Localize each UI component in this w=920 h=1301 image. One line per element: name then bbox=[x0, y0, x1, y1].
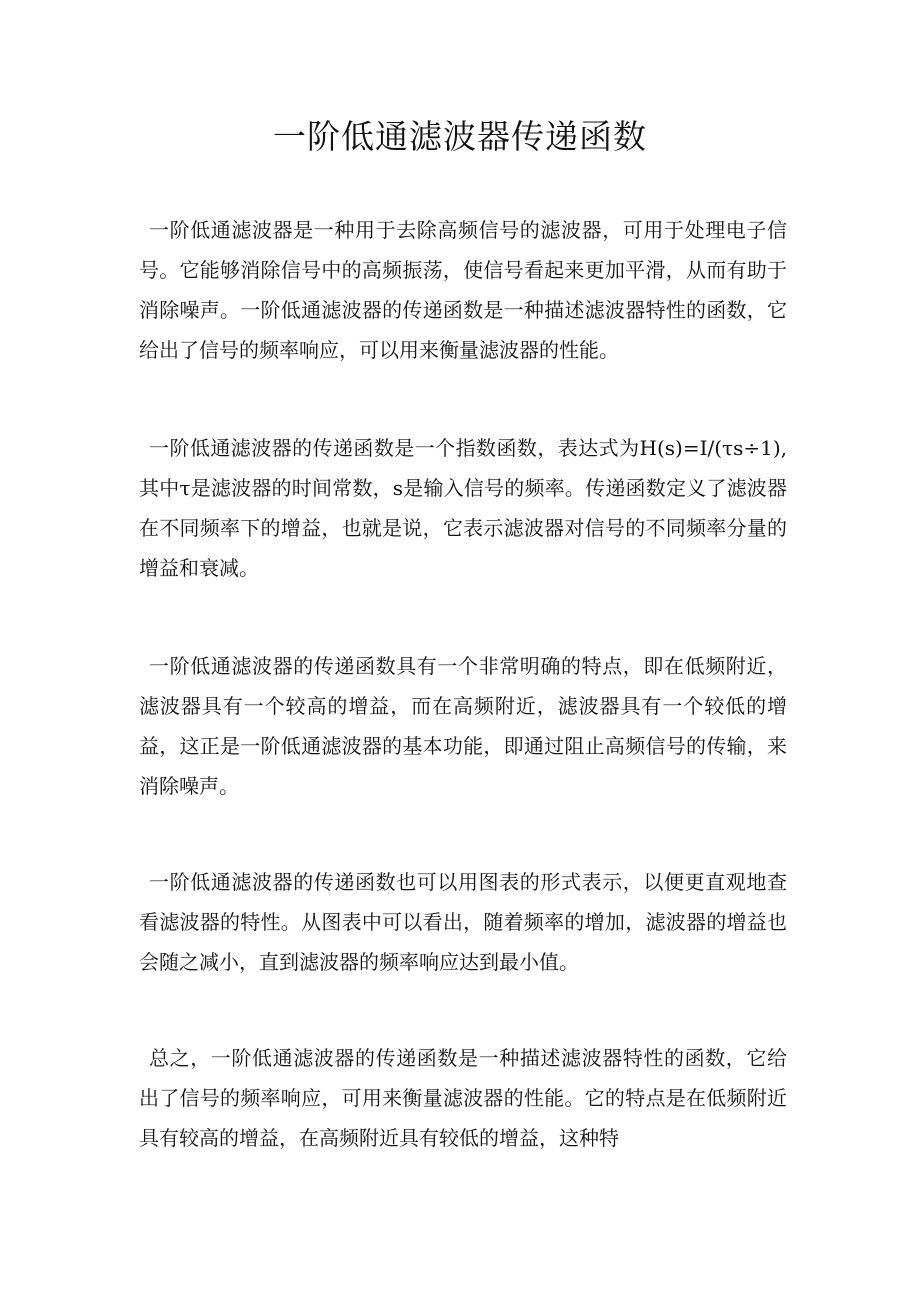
paragraph-intro: 一阶低通滤波器是一种用于去除高频信号的滤波器，可用于处理电子信号。它能够消除信号中的高频振荡，使信号看起来更加平滑，从而有助于消除噪声。一阶低通滤波器的传递函数是一种描述滤波器特性的函数，它给出了信号的频率响应，可以用来衡量滤波器的性能。 bbox=[139, 218, 787, 362]
paragraph-summary: 总之，一阶低通滤波器的传递函数是一种描述滤波器特性的函数，它给出了信号的频率响应，可用来衡量滤波器的性能。它的特点是在低频附近具有较高的增益，在高频附近具有较低的增益，这种特 bbox=[139, 1046, 787, 1150]
paragraph-chart-representation: 一阶低通滤波器的传递函数也可以用图表的形式表示，以便更直观地查看滤波器的特性。从图表中可以看出，随着频率的增加，滤波器的增益也会随之减小，直到滤波器的频率响应达到最小值。 bbox=[139, 870, 787, 974]
page-title: 一阶低通滤波器传递函数 bbox=[273, 117, 647, 156]
paragraph-transfer-function: 一阶低通滤波器的传递函数是一个指数函数，表达式为H(s)=I/(τs÷1),其中τ是滤波器的时间常数，s是输入信号的频率。传递函数定义了滤波器在不同频率下的增益，也就是说，它表示滤波器对信号的不同频率分量的增益和衰减。 bbox=[139, 436, 787, 580]
paragraph-characteristics: 一阶低通滤波器的传递函数具有一个非常明确的特点，即在低频附近，滤波器具有一个较高的增益，而在高频附近，滤波器具有一个较低的增益，这正是一阶低通滤波器的基本功能，即通过阻止高频信号的传输，来消除噪声。 bbox=[139, 654, 787, 798]
